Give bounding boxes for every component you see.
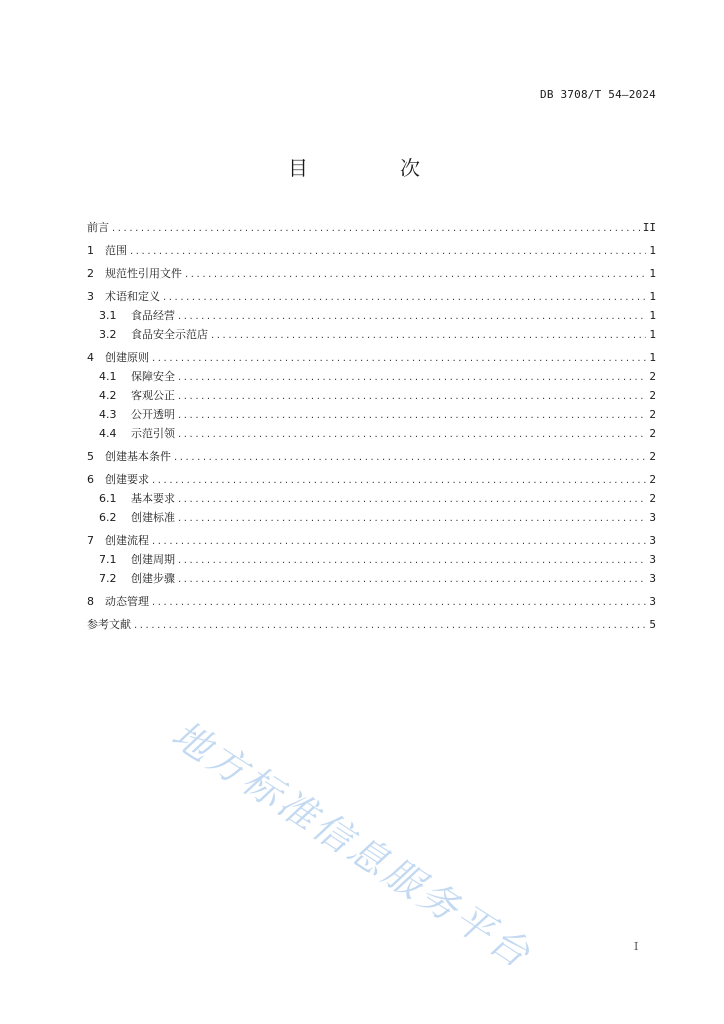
toc-entry-page: 5	[649, 618, 656, 631]
toc-entry[interactable]	[87, 405, 656, 424]
toc-entry-page: 1	[649, 244, 656, 257]
toc-entry-page: 2	[649, 492, 656, 505]
toc-entry-label-group	[87, 218, 109, 237]
toc-entry-number: 4.2	[99, 389, 117, 402]
toc-entry-title: 规范性引用文件	[105, 267, 182, 280]
toc-leader-dots	[178, 551, 646, 570]
toc-entry-page: 3	[649, 572, 656, 585]
toc-leader-dots	[178, 509, 646, 528]
toc-entry[interactable]	[87, 531, 656, 550]
toc-entry-label-group	[87, 592, 149, 611]
toc-entry[interactable]	[87, 489, 656, 508]
toc-entry-page: 3	[649, 553, 656, 566]
toc-leader-dots	[178, 406, 646, 425]
toc-leader-dots	[178, 570, 646, 589]
document-code: DB 3708/T 54—2024	[540, 88, 656, 101]
toc-entry-number: 3.2	[99, 328, 117, 341]
toc-entry-title: 保障安全	[131, 370, 175, 383]
toc-entry[interactable]	[87, 287, 656, 306]
toc-leader-dots	[174, 448, 646, 467]
toc-entry-page: 3	[649, 511, 656, 524]
toc-entry-title: 范围	[105, 244, 127, 257]
toc-entry-label-group	[87, 424, 175, 443]
toc-entry-number: 4.3	[99, 408, 117, 421]
page-number: I	[634, 940, 639, 953]
toc-entry-number: 8	[87, 595, 94, 608]
toc-entry[interactable]	[87, 447, 656, 466]
toc-entry-title: 动态管理	[105, 595, 149, 608]
toc-entry-page: 1	[649, 267, 656, 280]
toc-entry-label-group	[87, 447, 171, 466]
toc-entry[interactable]	[87, 264, 656, 283]
toc-entry-number: 7.2	[99, 572, 117, 585]
toc-entry-title: 客观公正	[131, 389, 175, 402]
toc-entry-number: 2	[87, 267, 94, 280]
toc-entry-page: 1	[649, 328, 656, 341]
toc-entry[interactable]	[87, 615, 656, 634]
toc-entry-label-group	[87, 264, 182, 283]
toc-entry-label-group	[87, 550, 175, 569]
toc-entry-page: 1	[649, 290, 656, 303]
toc-entry-page: 2	[649, 408, 656, 421]
toc-entry[interactable]	[87, 550, 656, 569]
toc-leader-dots	[178, 425, 646, 444]
toc-entry-title: 示范引领	[131, 427, 175, 440]
toc-entry-number: 7.1	[99, 553, 117, 566]
toc-entry[interactable]	[87, 569, 656, 588]
toc-entry-title: 创建基本条件	[105, 450, 171, 463]
toc-entry-number: 6.2	[99, 511, 117, 524]
toc-entry-page: 2	[649, 389, 656, 402]
toc-entry-title: 食品经营	[131, 309, 175, 322]
toc-entry-number: 4.4	[99, 427, 117, 440]
toc-entry[interactable]	[87, 386, 656, 405]
toc-entry-label-group	[87, 489, 175, 508]
toc-entry[interactable]	[87, 470, 656, 489]
toc-entry[interactable]	[87, 424, 656, 443]
toc-leader-dots	[134, 616, 646, 635]
toc-entry-title: 创建流程	[105, 534, 149, 547]
toc-leader-dots	[152, 593, 646, 612]
toc-entry-number: 6.1	[99, 492, 117, 505]
toc-leader-dots	[185, 265, 646, 284]
toc-entry-number: 4	[87, 351, 94, 364]
toc-entry-title: 术语和定义	[105, 290, 160, 303]
toc-entry[interactable]	[87, 241, 656, 260]
toc-leader-dots	[211, 326, 646, 345]
toc-entry-page: 2	[649, 450, 656, 463]
toc-entry-label-group	[87, 325, 208, 344]
toc-leader-dots	[178, 307, 646, 326]
toc-entry-page: 2	[649, 370, 656, 383]
toc-entry-page: 2	[649, 427, 656, 440]
toc-leader-dots	[178, 368, 646, 387]
toc-entry-number: 1	[87, 244, 94, 257]
toc-entry[interactable]	[87, 508, 656, 527]
toc-entry-label-group	[87, 386, 175, 405]
toc-entry-page: 3	[649, 534, 656, 547]
toc-leader-dots	[163, 288, 646, 307]
toc-entry-page: 1	[649, 309, 656, 322]
toc-entry-title: 创建标准	[131, 511, 175, 524]
toc-entry-label-group	[87, 508, 175, 527]
toc-entry-number: 4.1	[99, 370, 117, 383]
toc-entry-title: 创建步骤	[131, 572, 175, 585]
toc-entry-label-group	[87, 306, 175, 325]
toc-entry-title: 创建周期	[131, 553, 175, 566]
watermark: 地方标准信息服务平台	[164, 711, 541, 978]
toc-entry-page: 2	[649, 473, 656, 486]
toc-entry-page: 3	[649, 595, 656, 608]
toc-entry-number: 7	[87, 534, 94, 547]
toc-entry-title: 食品安全示范店	[131, 328, 208, 341]
toc-entry-page: 1	[649, 351, 656, 364]
toc-leader-dots	[152, 471, 646, 490]
toc-entry-label-group	[87, 531, 149, 550]
toc-entry-number: 3	[87, 290, 94, 303]
toc-entry[interactable]	[87, 367, 656, 386]
toc-entry-number: 3.1	[99, 309, 117, 322]
toc-entry-title: 参考文献	[87, 618, 131, 631]
table-of-contents	[87, 218, 656, 634]
toc-entry[interactable]	[87, 325, 656, 344]
toc-entry-label-group	[87, 615, 131, 634]
toc-leader-dots	[112, 219, 640, 238]
toc-entry-label-group	[87, 287, 160, 306]
toc-entry-number: 5	[87, 450, 94, 463]
toc-entry-label-group	[87, 470, 149, 489]
toc-entry-page: II	[642, 221, 656, 234]
toc-entry-title: 基本要求	[131, 492, 175, 505]
toc-entry[interactable]	[87, 348, 656, 367]
toc-entry-title: 前言	[87, 221, 109, 234]
toc-entry-title: 创建原则	[105, 351, 149, 364]
toc-entry-label-group	[87, 241, 127, 260]
toc-leader-dots	[178, 387, 646, 406]
page-title: 目 次	[288, 156, 456, 180]
toc-leader-dots	[152, 532, 646, 551]
toc-leader-dots	[178, 490, 646, 509]
toc-entry-label-group	[87, 569, 175, 588]
toc-entry[interactable]	[87, 592, 656, 611]
toc-entry[interactable]	[87, 218, 656, 237]
toc-entry-title: 创建要求	[105, 473, 149, 486]
toc-entry-label-group	[87, 348, 149, 367]
toc-entry[interactable]	[87, 306, 656, 325]
toc-leader-dots	[152, 349, 646, 368]
toc-entry-title: 公开透明	[131, 408, 175, 421]
toc-entry-label-group	[87, 405, 175, 424]
toc-entry-label-group	[87, 367, 175, 386]
toc-leader-dots	[130, 242, 646, 261]
toc-entry-number: 6	[87, 473, 94, 486]
